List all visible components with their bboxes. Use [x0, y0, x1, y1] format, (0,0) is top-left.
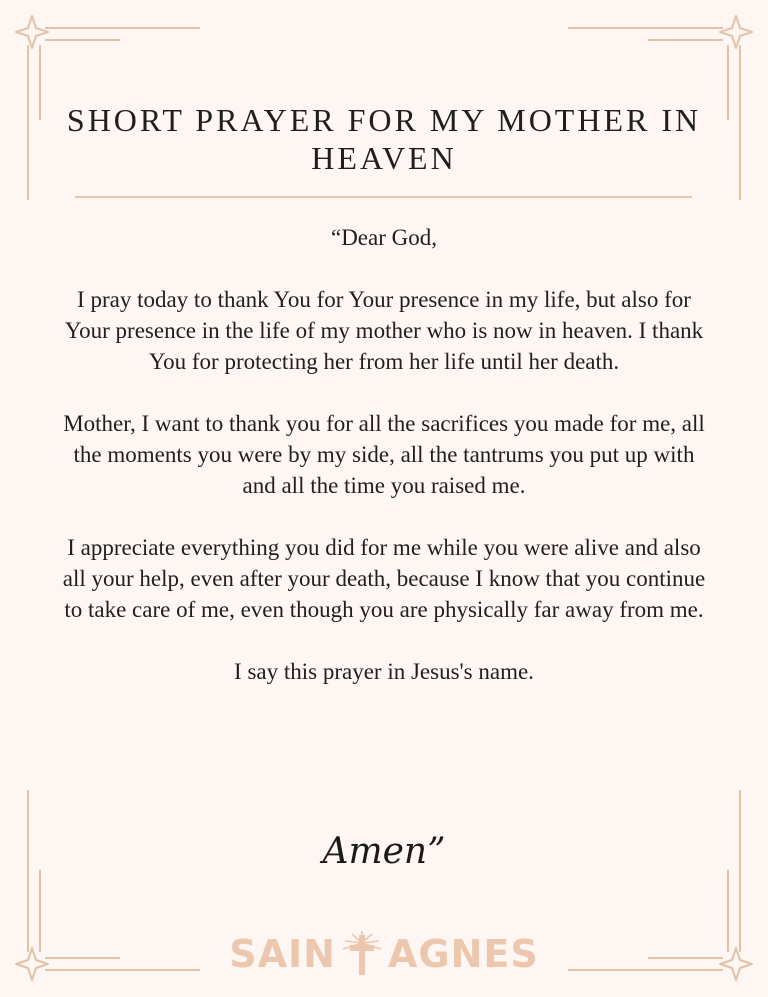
- prayer-paragraph: “Dear God,: [330, 225, 437, 250]
- sparkle-icon: [720, 16, 752, 48]
- prayer-body: [60, 222, 708, 718]
- sparkle-icon: [16, 16, 48, 48]
- page-title: SHORT PRAYER FOR MY MOTHER IN HEAVEN: [66, 102, 702, 176]
- prayer-paragraph: I say this prayer in Jesus's name.: [234, 659, 534, 684]
- site-logo: [0, 928, 768, 980]
- prayer-paragraph: Mother, I want to thank you for all the sacrifices you made for me, all the moments you were by my side, all the tantrums you put up with and all the time you raised me.: [63, 411, 705, 498]
- cross-sunburst-icon: [340, 929, 384, 979]
- title-divider: [75, 196, 692, 198]
- logo-text-right: AGNES: [387, 932, 539, 976]
- closing-amen: Amen”: [322, 831, 446, 872]
- prayer-paragraph: I pray today to thank You for Your presence in my life, but also for Your presence in the life of my mother who is now in heaven. I thank You for protecting her from her life until her death.: [64, 287, 704, 374]
- logo-text-left: SAIN: [229, 932, 336, 976]
- prayer-paragraph: I appreciate everything you did for me while you were alive and also all your help, even after your death, because I know that you continue to take care of me, even though you are physically far away from me.: [62, 535, 706, 622]
